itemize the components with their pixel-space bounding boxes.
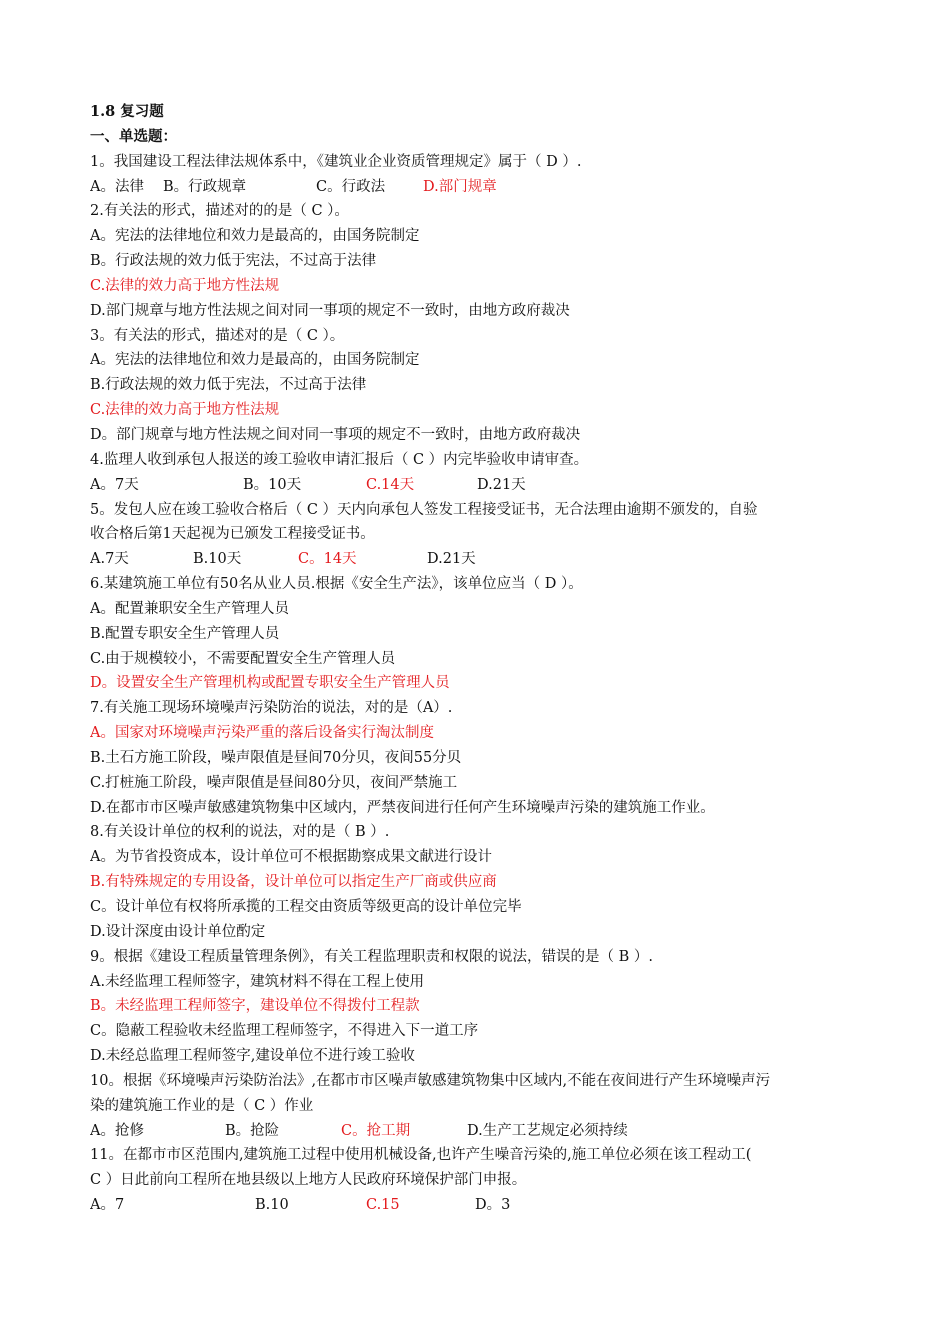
question-3-option-b: B.行政法规的效力低于宪法，不过高于法律: [90, 377, 367, 394]
question-5-option-d: D.21天: [427, 551, 476, 568]
question-7-option-c: C.打桩施工阶段，噪声限值是昼间80分贝，夜间严禁施工: [90, 774, 458, 791]
question-9-option-b-answer: B。未经监理工程师签字，建设单位不得拨付工程款: [90, 998, 420, 1015]
document-page: [90, 100, 870, 1218]
question-7-option-d: D.在都市市区噪声敏感建筑物集中区域内，严禁夜间进行任何产生环境噪声污染的建筑施工作业。: [90, 799, 715, 816]
question-9-stem: 9。根据《建设工程质量管理条例》，有关工程监理职责和权限的说法，错误的是（ B ）.: [90, 948, 653, 965]
question-11-stem-line-2: C ）日此前向工程所在地县级以上地方人民政府环境保护部门申报。: [90, 1172, 527, 1189]
question-10-options: [90, 1119, 870, 1144]
question-11-option-c-answer: C.15: [366, 1197, 400, 1214]
question-2-option-a: A。宪法的法律地位和效力是最高的，由国务院制定: [90, 228, 420, 245]
question-4-option-d: D.21天: [477, 476, 526, 493]
question-5-options: [90, 547, 870, 572]
question-9-option-a: A.未经监理工程师签字，建筑材料不得在工程上使用: [90, 973, 425, 990]
question-1-stem: 1。我国建设工程法律法规体系中，《建筑业企业资质管理规定》属于（ D ）.: [90, 153, 582, 170]
question-3-stem: 3。有关法的形式，描述对的是（ C ）。: [90, 327, 345, 344]
question-10-option-a: A。抢修: [90, 1122, 144, 1139]
question-5-stem-line-1: 5。发包人应在竣工验收合格后（ C ）天内向承包人签发工程接受证书，无合法理由逾期不颁发的，自验: [90, 501, 758, 518]
question-7-stem: 7.有关施工现场环境噪声污染防治的说法，对的是（A）.: [90, 700, 453, 717]
question-10-stem-line-1: 10。根据《环境噪声污染防治法》,在都市市区噪声敏感建筑物集中区域内,不能在夜间进行产生环境噪声污: [90, 1072, 771, 1089]
question-3-option-d: D。部门规章与地方性法规之间对同一事项的规定不一致时，由地方政府裁决: [90, 426, 581, 443]
question-7-option-b: B.土石方施工阶段，噪声限值是昼间70分贝，夜间55分贝: [90, 749, 462, 766]
question-4-option-c-answer: C.14天: [366, 476, 415, 493]
question-2-stem: 2.有关法的形式，描述对的的是（ C ）。: [90, 203, 349, 220]
question-5-option-c-answer: C。14天: [298, 551, 357, 568]
question-8-option-d: D.设计深度由设计单位酌定: [90, 923, 266, 940]
question-4-option-a: A。7天: [90, 476, 139, 493]
question-9-option-d: D.未经总监理工程师签字,建设单位不进行竣工验收: [90, 1048, 415, 1065]
question-1-option-b: B。行政规章: [163, 178, 247, 195]
question-5-stem-line-2: 收合格后第1天起视为已颁发工程接受证书。: [90, 526, 375, 543]
section-title: 1.8 复习题: [90, 103, 164, 120]
question-11-stem-line-1: 11。在都市市区范围内,建筑施工过程中使用机械设备,也许产生噪音污染的,施工单位必须在该工程动工(: [90, 1147, 752, 1164]
part-title: 一、单选题：: [90, 127, 177, 145]
question-4-options: [90, 473, 870, 498]
question-2-option-d: D.部门规章与地方性法规之间对同一事项的规定不一致时，由地方政府裁决: [90, 302, 570, 319]
question-8-option-a: A。为节省投资成本，设计单位可不根据勘察成果文献进行设计: [90, 849, 492, 866]
question-11-option-a: A。7: [90, 1197, 125, 1214]
question-7-option-a-answer: A。国家对环境噪声污染严重的落后设备实行淘汰制度: [90, 725, 434, 742]
question-1-option-a: A。法律: [90, 178, 144, 195]
question-11-option-b: B.10: [255, 1197, 289, 1214]
question-6-option-c: C.由于规模较小，不需要配置安全生产管理人员: [90, 650, 396, 667]
question-6-stem: 6.某建筑施工单位有50名从业人员.根据《安全生产法》，该单位应当（ D ）。: [90, 576, 583, 593]
question-8-option-b-answer: B.有特殊规定的专用设备，设计单位可以指定生产厂商或供应商: [90, 874, 497, 891]
question-11-option-d: D。3: [475, 1197, 511, 1214]
question-10-option-c-answer: C。抢工期: [341, 1122, 411, 1139]
question-6-option-d-answer: D。设置安全生产管理机构或配置专职安全生产管理人员: [90, 675, 450, 692]
question-5-option-b: B.10天: [193, 551, 242, 568]
question-8-option-c: C。设计单位有权将所承揽的工程交由资质等级更高的设计单位完毕: [90, 899, 522, 915]
question-10-option-b: B。抢险: [225, 1122, 280, 1139]
question-2-option-c-answer: C.法律的效力高于地方性法规: [90, 277, 280, 294]
question-6-option-b: B.配置专职安全生产管理人员: [90, 625, 280, 642]
question-10-option-d: D.生产工艺规定必须持续: [467, 1122, 628, 1139]
question-5-option-a: A.7天: [90, 551, 129, 568]
question-1-options: [90, 175, 870, 200]
question-3-option-c-answer: C.法律的效力高于地方性法规: [90, 402, 280, 419]
question-2-option-b: B。行政法规的效力低于宪法，不过高于法律: [90, 253, 377, 270]
question-6-option-a: A。配置兼职安全生产管理人员: [90, 600, 289, 617]
question-1-option-d-answer: D.部门规章: [423, 178, 497, 195]
question-4-option-b: B。10天: [243, 476, 302, 493]
question-4-stem: 4.监理人收到承包人报送的竣工验收申请汇报后（ C ）内完毕验收申请审查。: [90, 451, 589, 468]
question-10-stem-line-2: 染的建筑施工作业的是（ C ）作业: [90, 1097, 314, 1114]
question-8-stem: 8.有关设计单位的权利的说法，对的是（ B ）.: [90, 824, 390, 841]
question-9-option-c: C。隐蔽工程验收未经监理工程师签字，不得进入下一道工序: [90, 1023, 479, 1040]
question-3-option-a: A。宪法的法律地位和效力是最高的，由国务院制定: [90, 352, 420, 369]
question-11-options: [90, 1193, 870, 1218]
question-1-option-c: C。行政法: [316, 178, 386, 195]
